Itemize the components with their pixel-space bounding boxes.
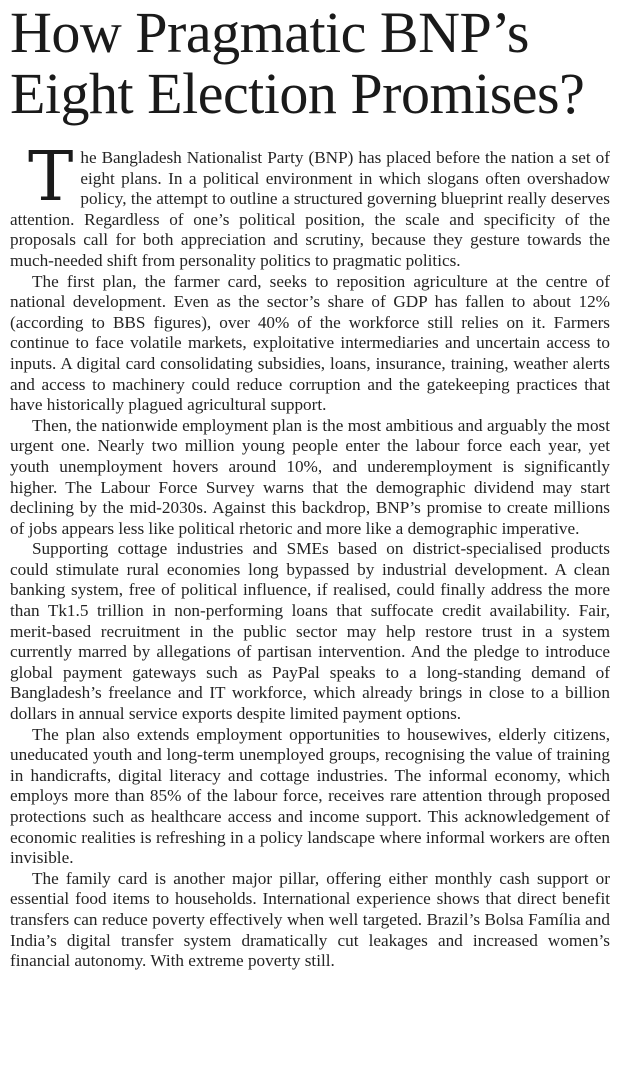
article-paragraph-employment-plan: Then, the nationwide employment plan is the most ambitious and arguably the most urgent one. Nearly two million young people enter the labour force each year, yet youth unemployment hovers around 10%, and underemployment is significantly higher. The Labour Force Survey warns that the demographic dividend may start declining by the mid-2030s. Against this backdrop, BNP’s promise to create millions of jobs appears less like political rhetoric and more like a demographic imperative.	[10, 415, 610, 538]
lead-paragraph-text: he Bangladesh Nationalist Party (BNP) has placed before the nation a set of eight plans. In a political environment in which slogans often overshadow policy, the attempt to outline a structured governing blueprint really deserves attention. Regardless of one’s political position, the scale and specificity of the proposals call for both appreciation and scrutiny, because they gesture towards the much-needed shift from personality politics to pragmatic politics.	[10, 148, 610, 270]
article-paragraph-cottage-industries: Supporting cottage industries and SMEs based on district-specialised products could stimulate rural economies long bypassed by industrial development. A clean banking system, free of political influence, if realised, could finally address the more than Tk1.5 trillion in non-performing loans that suffocate credit availability. Fair, merit-based recruitment in the public sector may help restore trust in a system currently marred by allegations of partisan intervention. And the pledge to introduce global payment gateways such as PayPal speaks to a long-standing demand of Bangladesh’s freelance and IT workforce, which already brings in close to a billion dollars in annual service exports despite limited payment options.	[10, 539, 610, 724]
article-body	[10, 138, 610, 972]
article-paragraph-farmer-card: The first plan, the farmer card, seeks to reposition agriculture at the centre of national development. Even as the sector’s share of GDP has fallen to about 12% (according to BBS figures), over 40% of the workforce still relies on it. Farmers continue to face volatile markets, exploitative intermediaries and uncertain access to inputs. A digital card consolidating subsidies, loans, insurance, training, weather alerts and access to machinery could reduce corruption and the gatekeeping practices that have historically plagued agricultural support.	[10, 271, 610, 415]
drop-cap: T	[28, 138, 74, 217]
headline-line-2: Eight Election Promises?	[10, 61, 585, 126]
article-paragraph-informal-economy: The plan also extends employment opportunities to housewives, elderly citizens, uneducated youth and long-term unemployed groups, recognising the value of training in handicrafts, digital literacy and cottage industries. The informal economy, which employs more than 85% of the labour force, receives rare attention through proposed protections such as healthcare access and income support. This acknowledgement of economic realities is refreshing in a policy landscape where informal workers are often invisible.	[10, 724, 610, 868]
article-paragraph-family-card: The family card is another major pillar, offering either monthly cash support or essential food items to households. International experience shows that direct benefit transfers can reduce poverty effectively when well targeted. Brazil’s Bolsa Família and India’s digital transfer system dramatically cut leakages and increased women’s financial autonomy. With extreme poverty still.	[10, 868, 610, 971]
article-headline	[10, 2, 610, 124]
headline-line-1: How Pragmatic BNP’s	[10, 0, 529, 65]
lead-paragraph	[10, 138, 610, 272]
